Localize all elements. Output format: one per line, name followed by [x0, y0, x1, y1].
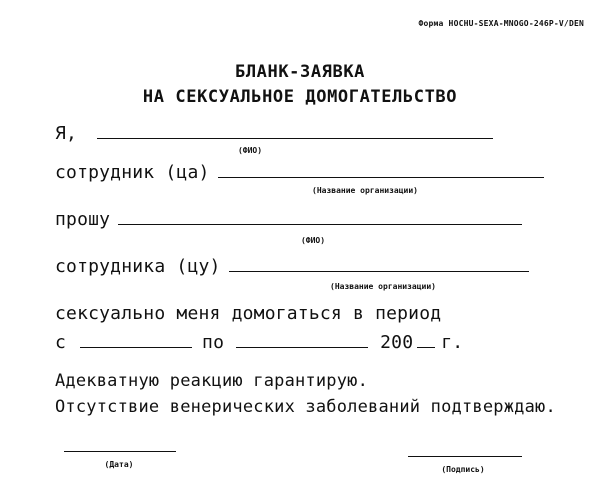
- organization-field[interactable]: [218, 176, 544, 178]
- year-suffix: г.: [441, 332, 464, 353]
- statement-reaction: Адекватную реакцию гарантирую.: [55, 371, 369, 391]
- date-label: (Дата): [104, 460, 134, 469]
- year-field[interactable]: [417, 346, 435, 348]
- row-request-label: прошу: [55, 209, 111, 230]
- date-to-field[interactable]: [236, 346, 368, 348]
- name-field[interactable]: [97, 137, 493, 139]
- form-code: Форма HOCHU-SEXA-MNOGO-246P-V/DEN: [418, 19, 584, 28]
- signature-field[interactable]: [408, 456, 522, 457]
- year-prefix: 200: [380, 332, 414, 353]
- date-from-field[interactable]: [80, 346, 192, 348]
- row-employee2: [55, 256, 529, 277]
- period-to-label: по: [202, 332, 225, 353]
- row-request: [55, 209, 522, 230]
- statement-health: Отсутствие венерических заболеваний подтверждаю.: [55, 397, 556, 417]
- row-employee2-label: сотрудника (цу): [55, 256, 221, 277]
- target-name-hint: (ФИО): [300, 236, 326, 245]
- organization-hint: (Название организации): [312, 186, 418, 195]
- form-title: БЛАНК-ЗАЯВКА: [234, 62, 366, 82]
- form-subtitle: НА СЕКСУАЛЬНОЕ ДОМОГАТЕЛЬСТВО: [142, 87, 458, 107]
- period-from-label: с: [55, 332, 67, 353]
- row-employee-label: сотрудник (ца): [55, 162, 210, 183]
- date-signature-field[interactable]: [64, 451, 176, 452]
- name-hint: (ФИО): [237, 146, 263, 155]
- target-name-field[interactable]: [118, 223, 522, 225]
- period-row: [55, 332, 463, 353]
- row-employee: [55, 162, 544, 183]
- period-text: сексуально меня домогаться в период: [55, 303, 442, 324]
- row-i-label: Я,: [55, 123, 78, 144]
- target-organization-field[interactable]: [229, 270, 529, 272]
- row-i: [55, 123, 493, 144]
- target-organization-hint: (Название организации): [330, 282, 436, 291]
- signature-label: (Подпись): [441, 465, 485, 474]
